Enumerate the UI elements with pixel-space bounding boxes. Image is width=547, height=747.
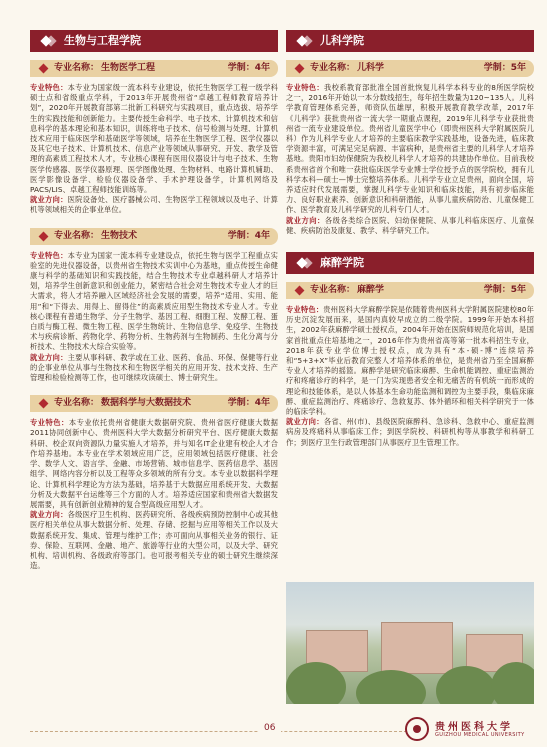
major-duration: 学制：4年 bbox=[227, 63, 270, 73]
career-text: 各级各类综合医院、妇幼保健院、从事儿科临床医疗、儿童保健、疾病防治及康复、教学、科学研究工作。 bbox=[286, 215, 535, 235]
major-description bbox=[286, 83, 534, 236]
tree-shape bbox=[356, 670, 426, 704]
features-text: 本专业依托贵州省健康大数据研究院、贵州省医疗健康大数据2011协同创新中心、贵州医科大学大数据分析研究平台、医疗健康大数据科研、校企双向资源队力量实施人才培养，并与知名IT企业建有校企人才合作培养基地。本专业在学术领域应用广泛，应用领域包括医疗健康、社会学、数学人文、语言学、金融、市场营销、城市信息学、医药信息学、基因组学、网络内容分析以及工程等众多领域的所有分支。本专业以数据科学理论、计算机科学理论为方法为基础，培养基于大数据应用系统开发、大数据分析及大数据平台运维等三个方面的人才。培养适应国家和贵州省大数据发展需要，具有创新创业精神的复合型高级应用型人才。 bbox=[30, 418, 279, 509]
diamond-icon bbox=[39, 231, 49, 241]
section-title: 麻醉学院 bbox=[320, 256, 364, 270]
features-text: 贵州医科大学麻醉学院是依随着贵州医科大学附属医院建校80年历史沉淀发展而来，是国内真较早成立的二级学院。1999年开始本科招生，2002年获麻醉学硕士授权点，2004年开始在医院师规范化培训，是国家首批重点住培基地之一，2016年作为贵州省高等第一批本科招生专业，2018年获专业学位博士授权点，成为具有“本-硕-博”连续培养和“5+3+X”毕业后教育完整人才培养体系的单位，是贵州省乃至全国麻醉专业人才培养的摇篮。麻醉学是研究临床麻醉、生命机能调控、重症监测治疗和疼痛诊疗的科学，是一门为实现患者安全和无痛苦的有机统一而形成的理论和技能体系，是以人体基本生命功能监测和调控为主要手段，集临床麻醉、重症监测治疗、疼痛诊疗、急救复苏、体外循环和相关科学研究于一体的临床学科。 bbox=[286, 305, 535, 417]
major-description bbox=[30, 418, 278, 571]
page-number: 06 bbox=[258, 723, 281, 733]
major-label: 专业名称： bbox=[54, 398, 100, 409]
major-bar-bme bbox=[30, 60, 278, 77]
section-title: 生物与工程学院 bbox=[64, 34, 141, 47]
major-name: 儿科学 bbox=[357, 63, 385, 73]
major-name: 数据科学与大数据技术 bbox=[101, 398, 192, 409]
section-title: 儿科学院 bbox=[320, 34, 364, 47]
career-text: 医院设备处、医疗器械公司、生物医学工程领域以及电子、计算机等领域相关的企事业单位。 bbox=[30, 195, 278, 215]
section-header-anesthesia bbox=[286, 252, 534, 274]
tree-shape bbox=[286, 662, 346, 704]
major-bar-datasci bbox=[30, 395, 278, 412]
features-text: 我校系教育部批准全国首批恢复儿科学本科专业的8所医学院校之一，2016年开始以一本分数线招生，每年招生数量为120~135人。儿科学教育管理体系完善，师资队伍雄厚，积极开展教育教学改革，2017年《儿科学》获批贵州省一流大学一期重点课程，2019年儿科学专业获批贵州省一流专业建设单位。贵州省儿童医学中心（即贵州医科大学附属医院儿科）作为儿科学专业人才培养的主要临床教学实践基地，设备先进，临床教学资源丰富，可满足完足病源、丰富病种，是贵州省主要的儿科学人才培养基地。贵阳市妇幼保健院为我校儿科学人才培养的共建协作单位。目前我校系贵州省首个和唯一获批临床医学专业博士学位授予点的医学院校，拥有儿科学本科—硕士—博士完整培养体系。儿科学专业立足贵州，面向全国，培养适应时代发展需要，掌握儿科学专业知识和临床技能，具有初步临床能力、良好职业素养、创新意识和科研潜能，从事儿童疾病防治、儿童保健工作、医学教育及儿科学研究的儿科专门人才。 bbox=[286, 83, 534, 215]
features-text: 本专业为国家一流本科专业建设点，依托生物与医学工程重点实验室的先进仪器设备，以贵州省生物技术实训中心为基地，重点传授生命健康与科学的基础知识和实践技能，结合生物技术专业卓越科研人才培养计划，培养学生创新意识和创业能力，紧密结合社会对生物技术专业人才的巨大需求，将人才培养融入区域经济社会发展的需要，培养“适用、实用、能用”和“下得去、用得上、留得住”的高素质应用型生物技术专业人才。专业核心课程有普通生物学、分子生物学、基因工程、细胞工程、发酵工程、蛋白质与酶工程、微生物工程、医学生物统计、生物信息学、免疫学、生物技术与疾病诊断、药物化学、药物分析、生物药剂与生物制药、生化分离与分析技术、生物技术大综合实验等。 bbox=[30, 250, 278, 352]
major-duration: 学制：5年 bbox=[483, 285, 526, 296]
features-text: 本专业为国家级一流本科专业建设，依托生物医学工程一级学科硕士点和省级重点学科，于2013年开展贵州省“卓越工程师教育培养计划”，2020年开展教育部第二批新工科研究与实践项目，重点选拔、培养学生的实践技能和创新能力。主要传授生命科学、电子技术、计算机技术和信息科学的基本理论和基本知识，训练将电子技术、信号检测与处理、计算机技术应用于临床医学和基础医学等领域，培养在生物医学工程、医学仪器以及其它电子技术、计算机技术、信息产业等领域从事研究、开发、教学及管理的高素质工程技术人才，专业核心课程有医用仪器设计与电子技术、生物医学传感器、医学仪器原理、医学图像处理、生物材料、电路计算机辅助、医学影像设备学、检验仪器设备学、手术护理设备学，计算机网络及PACS/LIS、卓越工程师技能训练等。 bbox=[30, 83, 278, 195]
major-description bbox=[286, 305, 534, 448]
major-duration: 学制：4年 bbox=[227, 230, 270, 241]
career-label: 就业方向： bbox=[286, 417, 324, 427]
major-description bbox=[30, 251, 278, 384]
university-name-en: GUIZHOU MEDICAL UNIVERSITY bbox=[435, 732, 525, 738]
section-header-pediatrics bbox=[286, 30, 534, 52]
career-label: 就业方向： bbox=[286, 215, 325, 225]
major-description bbox=[30, 83, 278, 216]
features-label: 专业特色： bbox=[30, 250, 68, 260]
major-duration: 学制：5年 bbox=[483, 63, 526, 73]
major-bar-peds bbox=[286, 60, 534, 77]
section-header-bioeng bbox=[30, 30, 278, 52]
diamond-icon bbox=[295, 286, 305, 296]
features-label: 专业特色： bbox=[286, 83, 325, 92]
major-label: 专业名称： bbox=[54, 63, 100, 73]
university-logo bbox=[405, 717, 535, 743]
diamond-icon bbox=[39, 64, 49, 74]
features-label: 专业特色： bbox=[30, 83, 68, 92]
diamond-icon bbox=[295, 64, 305, 74]
diamond-icon bbox=[42, 35, 56, 47]
right-column bbox=[286, 30, 534, 448]
career-label: 就业方向： bbox=[30, 195, 68, 205]
career-text: 主要从事科研、教学或在工业、医药、食品、环保、保健等行业的企事业单位从事与生物技术和生物医学相关的应用开发、技术支持、生产管理和检验检测等工作，也可继续攻读硕士、博士研究生。 bbox=[30, 352, 278, 383]
campus-photo bbox=[286, 582, 534, 704]
left-column bbox=[30, 30, 278, 571]
building-shape bbox=[381, 622, 453, 674]
career-label: 就业方向： bbox=[30, 352, 68, 362]
major-label: 专业名称： bbox=[310, 285, 356, 296]
major-bar-anes bbox=[286, 282, 534, 299]
footer-divider bbox=[30, 731, 407, 732]
major-bar-biotech bbox=[30, 228, 278, 245]
diamond-icon bbox=[298, 35, 312, 47]
major-duration: 学制：4年 bbox=[227, 398, 270, 409]
tree-shape bbox=[491, 662, 534, 704]
major-label: 专业名称： bbox=[54, 230, 100, 241]
career-label: 就业方向： bbox=[30, 510, 68, 520]
university-name-cn: 贵州医科大学 bbox=[435, 722, 513, 733]
university-seal-icon bbox=[405, 717, 429, 741]
major-name: 麻醉学 bbox=[357, 285, 385, 296]
major-name: 生物技术 bbox=[101, 230, 138, 241]
diamond-icon bbox=[298, 257, 312, 269]
major-name: 生物医学工程 bbox=[101, 63, 156, 73]
diamond-icon bbox=[39, 399, 49, 409]
features-label: 专业特色： bbox=[30, 418, 69, 428]
page-footer bbox=[0, 711, 547, 747]
career-text: 各级医疗卫生机构、医药研究所、各级疾病预防控制中心或其他医疗相关单位从事大数据分析、处理、存储、挖掘与应用等相关工作以及大数据系统开发、集成、管理与维护工作；亦可面向从事相关业务的银行、证券、保险、互联网、金融、地产、旅游等行业的大型公司，以及大学、研究机构、培训机构、各级政府等部门。也可报考相关专业的硕士研究生继续深造。 bbox=[30, 510, 278, 571]
features-label: 专业特色： bbox=[286, 305, 324, 315]
major-label: 专业名称： bbox=[310, 63, 356, 73]
career-text: 各省、州(市)、县级医院麻醉科、急诊科、急救中心、重症监测病房及疼痛科从事临床工作；到医学院校、科研机构等从事教学和科研工作；到医疗卫生行政管理部门从事医疗卫生管理工作。 bbox=[286, 417, 535, 447]
